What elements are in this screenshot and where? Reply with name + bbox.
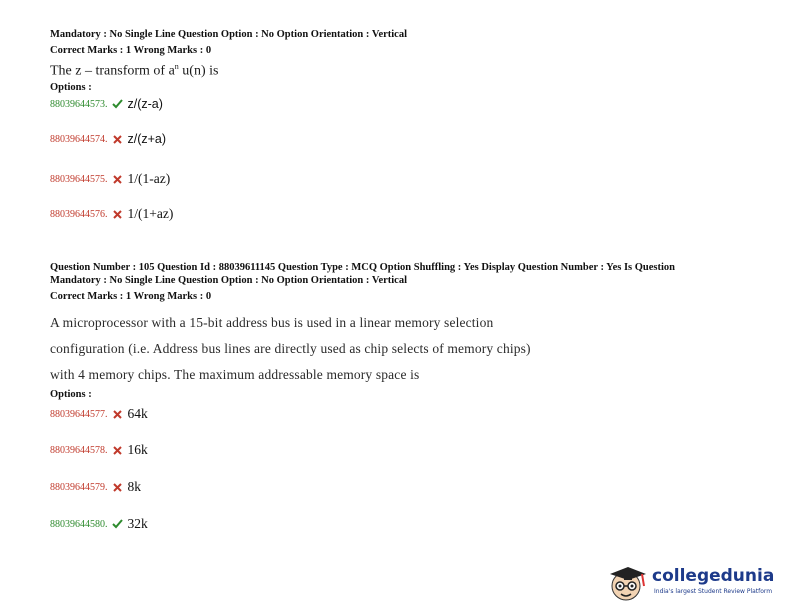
option-id: 88039644576.: [50, 208, 108, 220]
collegedunia-logo: [604, 562, 788, 604]
options-label: Options :: [50, 82, 92, 93]
option-text: 32k: [127, 516, 148, 531]
option-id: 88039644580.: [50, 518, 108, 530]
marks-info: Correct Marks : 1 Wrong Marks : 0: [50, 291, 212, 302]
options-label: Options :: [50, 389, 92, 400]
option-text: 64k: [127, 406, 148, 421]
cross-icon: [112, 408, 124, 420]
check-icon: [112, 98, 124, 110]
option-row[interactable]: [50, 206, 173, 222]
cross-icon: [112, 208, 124, 220]
option-text: 1/(1-az): [127, 171, 171, 186]
option-text: 16k: [127, 442, 148, 457]
question-meta-line: Mandatory : No Single Line Question Option : No Option Orientation : Vertical: [50, 275, 408, 286]
marks-info: Correct Marks : 1 Wrong Marks : 0: [50, 45, 212, 56]
option-row[interactable]: [50, 516, 148, 532]
cross-icon: [112, 444, 124, 456]
question-text-line: configuration (i.e. Address bus lines are directly used as chip selects of memory chips): [50, 341, 531, 356]
option-row[interactable]: [50, 132, 166, 146]
option-id: 88039644573.: [50, 98, 108, 110]
question-meta-line: Mandatory : No Single Line Question Option : No Option Orientation : Vertical: [50, 29, 408, 40]
mascot-icon: [604, 564, 650, 604]
cross-icon: [112, 173, 124, 185]
question-header: Question Number : 105 Question Id : 88039611145 Question Type : MCQ Option Shuffling : Yes Display Question Number : Yes Is Question: [50, 262, 676, 273]
option-id: 88039644577.: [50, 408, 108, 420]
option-row[interactable]: [50, 97, 163, 111]
option-id: 88039644575.: [50, 173, 108, 185]
question-text: The z – transform of $a^n$ u(n) is: [50, 62, 219, 79]
check-icon: [112, 518, 124, 530]
cross-icon: [112, 481, 124, 493]
option-text: z/(z-a): [127, 97, 163, 111]
option-id: 88039644574.: [50, 133, 108, 145]
question-text-line: A microprocessor with a 15-bit address bus is used in a linear memory selection: [50, 315, 494, 330]
option-id: 88039644579.: [50, 481, 108, 493]
logo-tagline: India's largest Student Review Platform: [654, 588, 773, 595]
option-row[interactable]: [50, 442, 148, 458]
option-row[interactable]: [50, 479, 141, 495]
option-row[interactable]: [50, 171, 170, 187]
option-text: z/(z+a): [127, 132, 167, 146]
option-text: 1/(1+az): [127, 206, 174, 221]
cross-icon: [112, 133, 124, 145]
option-row[interactable]: [50, 406, 148, 422]
option-id: 88039644578.: [50, 444, 108, 456]
option-text: 8k: [127, 479, 141, 494]
logo-name: collegedunia: [652, 566, 775, 586]
question-text-line: with 4 memory chips. The maximum addressable memory space is: [50, 367, 420, 382]
